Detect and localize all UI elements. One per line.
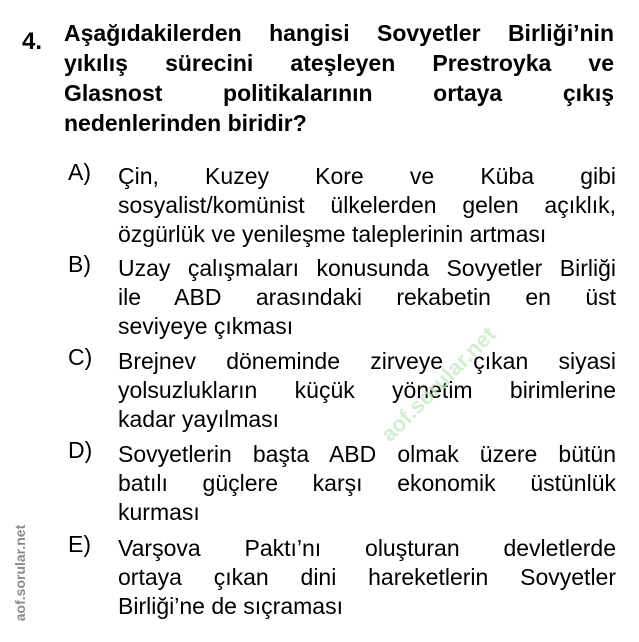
option-line: Varşova Paktı’nı oluşturan devletlerde bbox=[118, 535, 616, 561]
option-line: Çin, Kuzey Kore ve Küba gibi bbox=[118, 163, 616, 189]
option-line: özgürlük ve yenileşme taleplerinin artması bbox=[118, 221, 547, 247]
question-line: nedenlerinden biridir? bbox=[64, 110, 307, 136]
option-text bbox=[118, 440, 616, 527]
option-label: B) bbox=[68, 251, 91, 277]
option-label: D) bbox=[68, 437, 93, 463]
option-label: A) bbox=[68, 159, 91, 185]
question-stem bbox=[64, 18, 614, 138]
option-line: Uzay çalışmaları konusunda Sovyetler Birliği bbox=[118, 255, 616, 281]
option-line: sosyalist/komünist ülkelerden gelen açıklık, bbox=[118, 192, 616, 218]
option-line: kurması bbox=[118, 499, 200, 525]
option-text bbox=[118, 534, 616, 621]
option-text bbox=[118, 254, 616, 341]
option-line: Birliği’ne de sıçraması bbox=[118, 593, 343, 619]
option-line: yolsuzlukların küçük yönetim birimlerine bbox=[118, 377, 616, 403]
option-line: ile ABD arasındaki rekabetin en üst bbox=[118, 284, 616, 310]
question-line: yıkılış sürecini ateşleyen Prestroyka ve bbox=[64, 50, 614, 76]
question-line: Glasnost politikalarının ortaya çıkış bbox=[64, 80, 614, 106]
option-line: ortaya çıkan dini hareketlerin Sovyetler bbox=[118, 564, 616, 590]
watermark-diagonal: aof.sorular.net bbox=[375, 321, 501, 447]
watermark-side: aof.sorular.net bbox=[12, 524, 29, 622]
option-text bbox=[118, 162, 616, 249]
option-line: kadar yayılması bbox=[118, 406, 280, 432]
option-label: E) bbox=[68, 531, 91, 557]
option-line: Sovyetlerin başta ABD olmak üzere bütün bbox=[118, 441, 616, 467]
option-text bbox=[118, 347, 616, 434]
question-line: Aşağıdakilerden hangisi Sovyetler Birliği’nin bbox=[64, 20, 614, 46]
option-line: Brejnev döneminde zirveye çıkan siyasi bbox=[118, 348, 616, 374]
option-line: batılı güçlere karşı ekonomik üstünlük bbox=[118, 470, 616, 496]
option-line: seviyeye çıkması bbox=[118, 313, 294, 339]
question-number: 4. bbox=[22, 28, 43, 55]
option-label: C) bbox=[68, 344, 93, 370]
